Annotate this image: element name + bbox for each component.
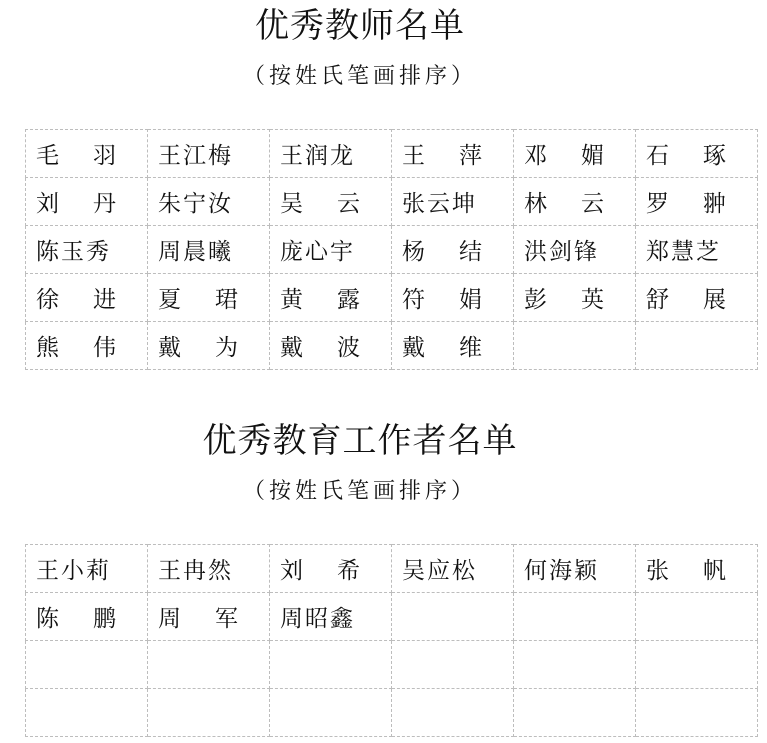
table-cell bbox=[514, 322, 636, 370]
table-row bbox=[26, 274, 758, 322]
table-cell bbox=[148, 641, 270, 689]
table-row bbox=[26, 689, 758, 737]
table-cell bbox=[26, 641, 148, 689]
table-cell bbox=[514, 274, 636, 322]
person-name: 黄 露 bbox=[280, 287, 360, 313]
person-name: 熊 伟 bbox=[36, 335, 116, 361]
table-cell bbox=[270, 130, 392, 178]
table-cell bbox=[514, 689, 636, 737]
table-cell bbox=[636, 593, 758, 641]
person-name: 石 琢 bbox=[646, 143, 726, 169]
table-cell bbox=[392, 322, 514, 370]
table-cell bbox=[26, 593, 148, 641]
table-cell bbox=[514, 545, 636, 593]
person-name: 戴 为 bbox=[158, 335, 238, 361]
person-name: 林 云 bbox=[524, 191, 604, 217]
person-name: 舒 展 bbox=[646, 287, 726, 313]
table-cell bbox=[270, 322, 392, 370]
person-name: 毛 羽 bbox=[36, 143, 116, 169]
table-row bbox=[26, 226, 758, 274]
person-name: 王小莉 bbox=[36, 558, 111, 584]
person-name: 符 娟 bbox=[402, 287, 482, 313]
person-name: 朱宁汝 bbox=[158, 191, 233, 217]
person-name: 洪剑锋 bbox=[524, 239, 599, 265]
person-name: 杨 结 bbox=[402, 239, 482, 265]
table-cell bbox=[148, 593, 270, 641]
table-cell bbox=[514, 130, 636, 178]
table-cell bbox=[636, 322, 758, 370]
person-name: 邓 媚 bbox=[524, 143, 604, 169]
table-cell bbox=[270, 226, 392, 274]
table-cell bbox=[270, 545, 392, 593]
person-name: 刘 丹 bbox=[36, 191, 116, 217]
table-cell bbox=[270, 689, 392, 737]
person-name: 戴 波 bbox=[280, 335, 360, 361]
table-cell bbox=[514, 593, 636, 641]
table-cell bbox=[148, 274, 270, 322]
table-cell bbox=[392, 178, 514, 226]
table-cell bbox=[392, 593, 514, 641]
table-row bbox=[26, 178, 758, 226]
person-name: 张云坤 bbox=[402, 191, 477, 217]
table-cell bbox=[636, 689, 758, 737]
person-name: 徐 进 bbox=[36, 287, 116, 313]
person-name: 戴 维 bbox=[402, 335, 482, 361]
table-cell bbox=[148, 226, 270, 274]
table-row bbox=[26, 130, 758, 178]
table-cell bbox=[26, 226, 148, 274]
table-cell bbox=[26, 130, 148, 178]
table-cell bbox=[26, 274, 148, 322]
table-cell bbox=[636, 545, 758, 593]
table-cell bbox=[148, 322, 270, 370]
table-cell bbox=[636, 130, 758, 178]
person-name: 张 帆 bbox=[646, 558, 726, 584]
table-cell bbox=[636, 641, 758, 689]
person-name: 郑慧芝 bbox=[646, 239, 721, 265]
person-name: 吴 云 bbox=[280, 191, 360, 217]
table-cell bbox=[392, 545, 514, 593]
person-name: 何海颖 bbox=[524, 558, 599, 584]
table-cell bbox=[26, 689, 148, 737]
person-name: 罗 翀 bbox=[646, 191, 726, 217]
table-cell bbox=[148, 689, 270, 737]
table-cell bbox=[26, 322, 148, 370]
table-cell bbox=[26, 178, 148, 226]
person-name: 陈玉秀 bbox=[36, 239, 111, 265]
person-name: 王 萍 bbox=[402, 143, 482, 169]
table-cell bbox=[392, 274, 514, 322]
person-name: 周昭鑫 bbox=[280, 606, 355, 632]
table-cell bbox=[270, 178, 392, 226]
table-row bbox=[26, 322, 758, 370]
table-row bbox=[26, 545, 758, 593]
table-cell bbox=[148, 545, 270, 593]
table-cell bbox=[636, 274, 758, 322]
table-row bbox=[26, 641, 758, 689]
table-cell bbox=[514, 178, 636, 226]
person-name: 周 军 bbox=[158, 606, 238, 632]
table-cell bbox=[392, 641, 514, 689]
table-cell bbox=[636, 226, 758, 274]
table-cell bbox=[392, 689, 514, 737]
person-name: 夏 珺 bbox=[158, 287, 238, 313]
person-name: 彭 英 bbox=[524, 287, 604, 313]
teacher-list-subtitle: （按姓氏笔画排序） bbox=[242, 64, 477, 89]
teacher-names-table bbox=[25, 129, 758, 370]
table-cell bbox=[392, 130, 514, 178]
table-cell bbox=[148, 130, 270, 178]
education-worker-list-subtitle: （按姓氏笔画排序） bbox=[242, 479, 477, 504]
table-cell bbox=[270, 641, 392, 689]
person-name: 王润龙 bbox=[280, 143, 355, 169]
person-name: 吴应松 bbox=[402, 558, 477, 584]
person-name: 王冉然 bbox=[158, 558, 233, 584]
table-cell bbox=[514, 641, 636, 689]
person-name: 刘 希 bbox=[280, 558, 360, 584]
table-cell bbox=[270, 274, 392, 322]
person-name: 陈 鹏 bbox=[36, 606, 116, 632]
person-name: 周晨曦 bbox=[158, 239, 233, 265]
table-cell bbox=[392, 226, 514, 274]
education-worker-list-title: 优秀教育工作者名单 bbox=[202, 421, 518, 461]
table-cell bbox=[148, 178, 270, 226]
person-name: 王江梅 bbox=[158, 143, 233, 169]
education-worker-names-table bbox=[25, 544, 758, 737]
table-cell bbox=[514, 226, 636, 274]
teacher-list-title: 优秀教师名单 bbox=[255, 6, 465, 46]
table-cell bbox=[636, 178, 758, 226]
table-row bbox=[26, 593, 758, 641]
person-name: 庞心宇 bbox=[280, 239, 355, 265]
table-cell bbox=[270, 593, 392, 641]
table-cell bbox=[26, 545, 148, 593]
